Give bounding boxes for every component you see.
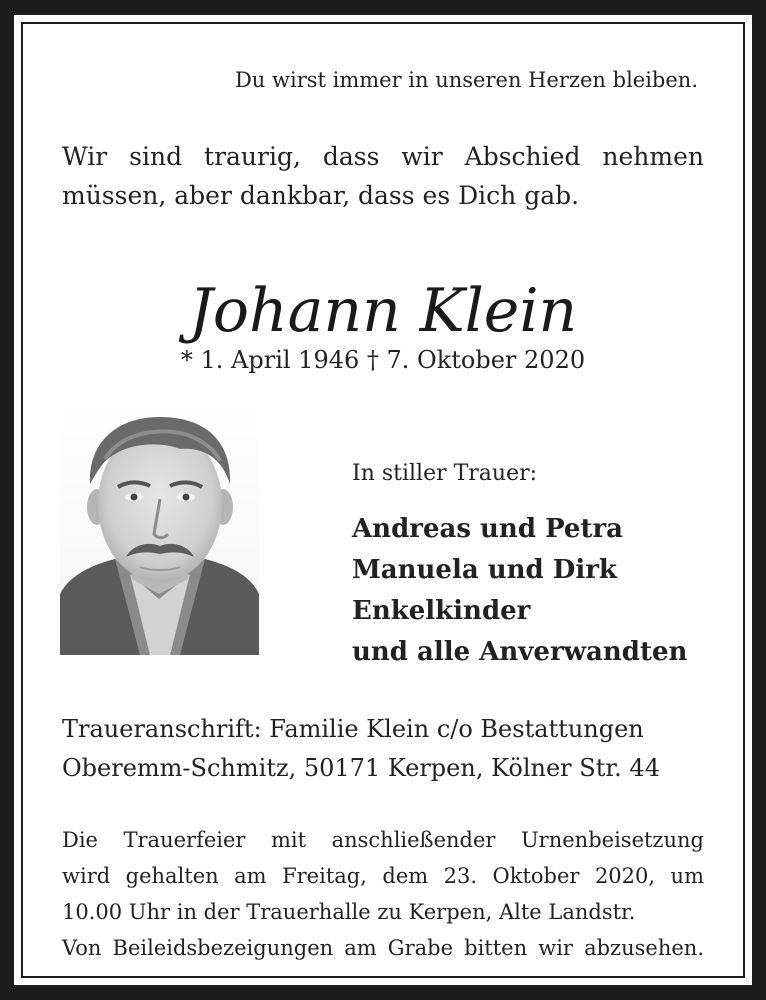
ceremony-line: Die Trauerfeier mit anschließender Urnenbeisetzung <box>62 828 704 852</box>
mourning-address <box>62 710 660 788</box>
mourners-list <box>352 509 687 673</box>
address-line: Traueranschrift: Familie Klein c/o Bestattungen <box>62 715 644 743</box>
obituary-border <box>21 22 745 978</box>
mourning-heading: In stiller Trauer: <box>352 461 538 486</box>
life-dates: * 1. April 1946 † 7. Oktober 2020 <box>180 346 586 374</box>
address-line: Oberemm-Schmitz, 50171 Kerpen, Kölner Str. 44 <box>62 754 660 782</box>
obituary-card <box>14 15 752 985</box>
motto-line: Du wirst immer in unseren Herzen bleiben. <box>234 68 698 92</box>
ceremony-line: 10.00 Uhr in der Trauerhalle zu Kerpen, Alte Landstr. <box>62 900 636 924</box>
intro-text: Wir sind traurig, dass wir Abschied nehmen müssen, aber dankbar, dass es Dich gab. <box>62 142 704 210</box>
mourner-name: und alle Anverwandten <box>352 637 688 667</box>
ceremony-details <box>62 822 704 966</box>
mourner-name: Manuela und Dirk <box>352 555 617 585</box>
mourner-name: Andreas und Petra <box>352 514 624 544</box>
ceremony-line: wird gehalten am Freitag, dem 23. Oktober 2020, um <box>62 864 704 888</box>
ceremony-line: Von Beileidsbezeigungen am Grabe bitten wir abzusehen. <box>62 936 704 960</box>
portrait-photo <box>60 399 259 655</box>
mourner-name: Enkelkinder <box>352 596 531 626</box>
deceased-name: Johann Klein <box>188 276 578 346</box>
